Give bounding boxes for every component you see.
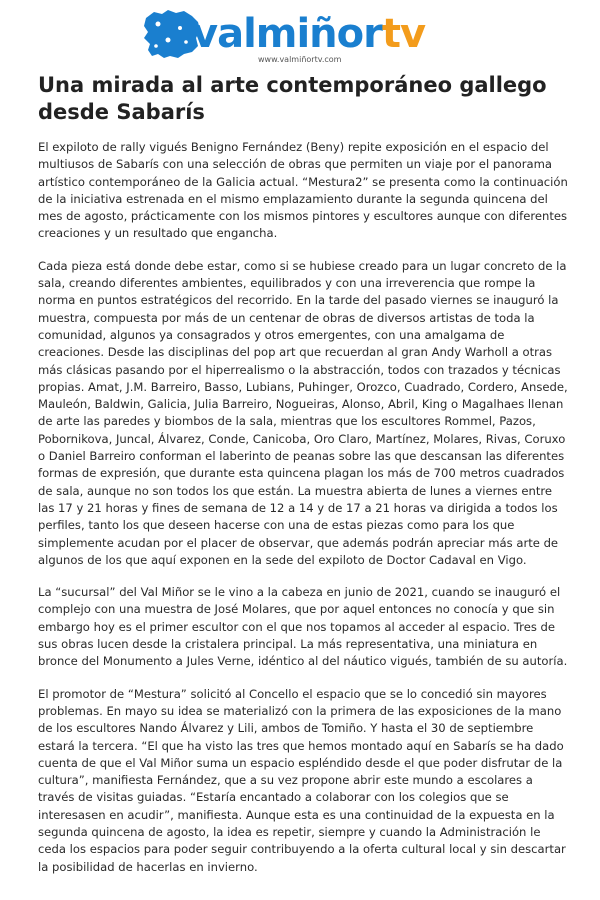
logo-wordmark (192, 10, 425, 58)
site-logo[interactable] (140, 8, 450, 68)
article-paragraph-2: Cada pieza está donde debe estar, como si se hubiese creado para un lugar concreto de la sala, creando diferentes ambientes, equilibrados y con una irreverencia que rompe la norma en puntos estratégicos del recorrido. En la tarde del pasado viernes se inauguró la muestra, compuesta por más de un centenar de obras de diversos artistas de toda la comunidad, algunos ya consagrados y otros emergentes, con una amalgama de creaciones. Desde las disciplinas del pop art que recuerdan al gran Andy Warholl a otras más clásicas pasando por el hiperrealismo o la abstracción, todos con trazados y técnicas propias. Amat, J.M. Barreiro, Basso, Lubians, Puhinger, Orozco, Cuadrado, Cordero, Ansede, Mauleón, Baldwin, Galicia, Julia Barreiro, Nogueiras, Alonso, Abril, King o Magalhaes llenan de arte las paredes y biombos de la sala, mientras que los escultores Rommel, Pazos, Pobornikova, Juncal, Álvarez, Conde, Canicoba, Oro Claro, Martínez, Molares, Rivas, Coruxo o Daniel Barreiro conforman el laberinto de peanas sobre las que descansan las diferentes formas de expresión, que durante esta quincena plagan los más de 700 metros cuadrados de sala, aunque no son todos los que están. La muestra abierta de lunes a viernes entre las 17 y 21 horas y fines de semana de 12 a 14 y de 17 a 21 horas va dirigida a todos los perfiles, tanto los que deseen hacerse con una de estas piezas como para los que simplemente acudan por el placer de observar, que además podrán apreciar más arte de algunos de los que aquí exponen en la sede del expiloto de Doctor Cadaval en Vigo. (38, 258, 568, 567)
logo-brand-main: valmiñor (192, 11, 382, 57)
article-body (38, 139, 568, 891)
article-title: Una mirada al arte contemporáneo gallego desde Sabarís (38, 73, 547, 124)
article-paragraph-1: El expiloto de rally vigués Benigno Fernández (Beny) repite exposición en el espacio del multiusos de Sabarís con una selección de obras que permiten un viaje por el panorama artístico contemporáneo de la Galicia actual. “Mestura2” se presenta como la continuación de la iniciativa estrenada en el mismo emplazamiento durante la segunda quincena del mes de agosto, prácticamente con los mismos pintores y escultores aunque con diferentes creaciones y un resultado que engancha. (38, 140, 568, 241)
article-paragraph-4: El promotor de “Mestura” solicitó al Concello el espacio que se lo concedió sin mayores problemas. En mayo su idea se materializó con la primera de las exposiciones de la mano de los escultores Nando Álvarez y Lili, ambos de Tomiño. Y hasta el 30 de septiembre estará la tercera. “El que ha visto las tres que hemos montado aquí en Sabarís se ha dado cuenta de que el Val Miñor suma un espacio espléndido desde el que poder disfrutar de la cultura”, manifiesta Fernández, que a su vez propone abrir este mundo a escolares a través de visitas guiadas. “Estaría encantado a colaborar con los colegios que se interesasen en acudir”, manifiesta. Aunque esta es una continuidad de la expuesta en la segunda quincena de agosto, la idea es repetir, siempre y cuando la Administración le ceda los espacios para poder seguir contribuyendo a la oferta cultural local y sin descartar la posibilidad de hacerlas en invierno. (38, 686, 566, 874)
logo-url: www.valmiñortv.com (258, 55, 342, 64)
article-paragraph-3: La “sucursal” del Val Miñor se le vino a la cabeza en junio de 2021, cuando se inauguró el complejo con una muestra de José Molares, que por aquel entonces no conocía y que sin embargo hoy es el primer escultor con el que nos topamos al acceder al espacio. Tres de sus obras lucen desde la cristalera principal. La más representativa, una miniatura en bronce del Monumento a Jules Verne, idéntico al del náutico vigués, también de su autoría. (38, 585, 568, 669)
logo-brand-tv: tv (381, 11, 426, 57)
